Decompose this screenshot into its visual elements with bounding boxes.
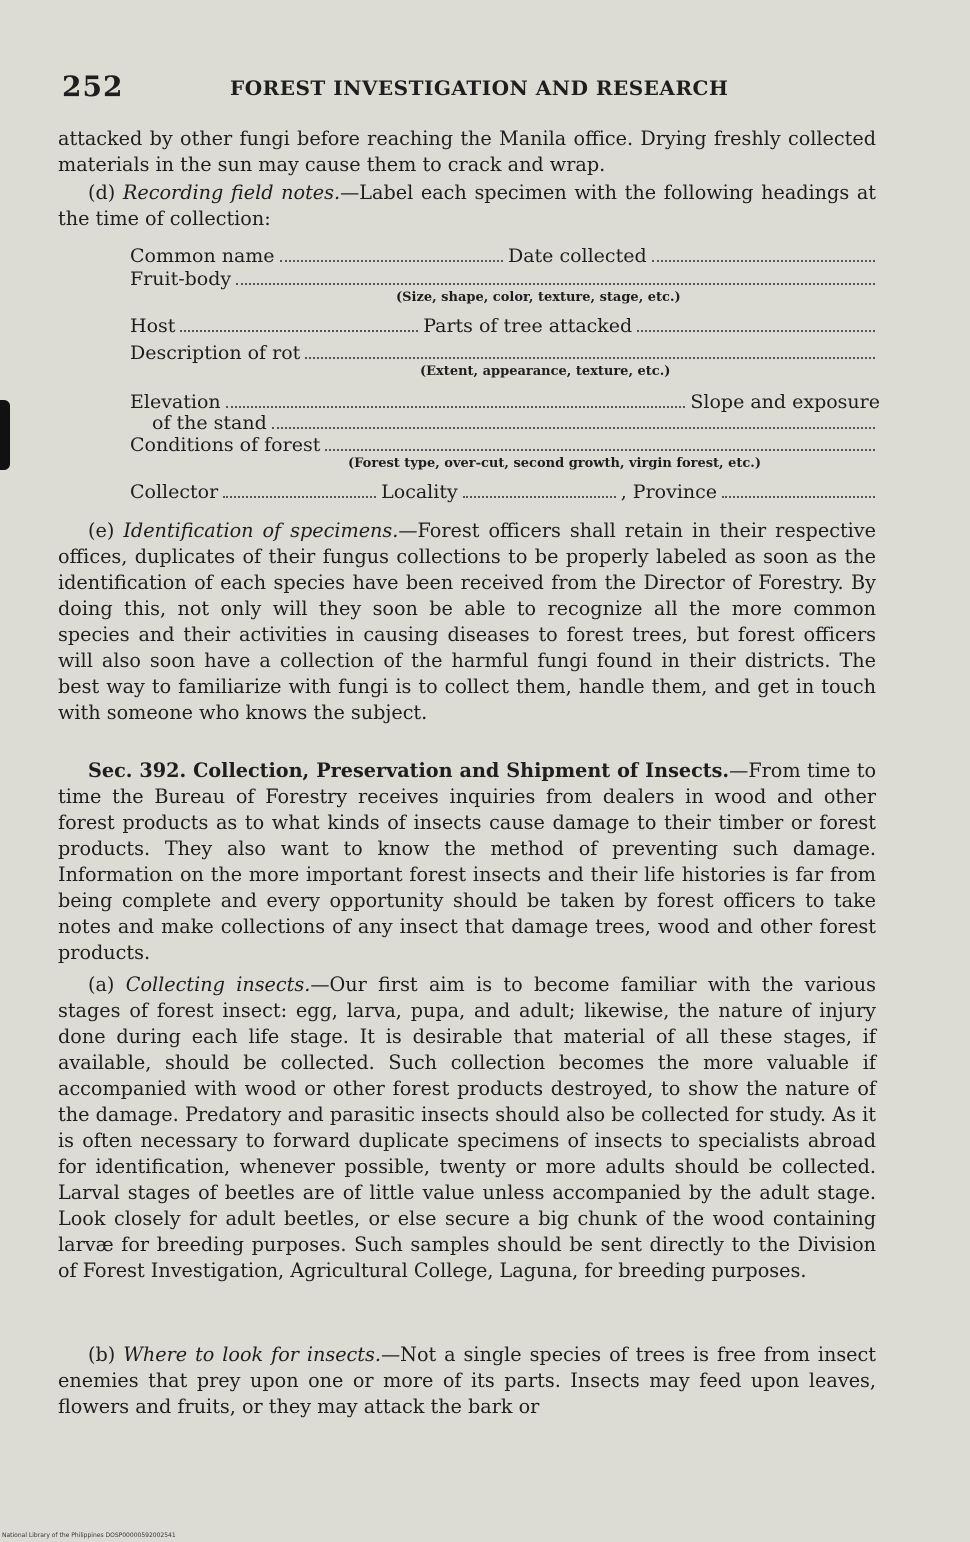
label-description-of-rot: Description of rot: [130, 342, 301, 364]
form-row-common-name: [130, 244, 880, 268]
paragraph-a: [58, 972, 876, 1284]
field-of-the-stand: [272, 411, 875, 429]
field-fruit-body: [236, 267, 875, 285]
field-collector: [223, 480, 376, 498]
field-locality: [463, 480, 616, 498]
form-row-description-of-rot: [130, 341, 880, 365]
field-elevation: [226, 390, 686, 408]
paragraph-a-heading: Collecting insects.: [125, 973, 311, 996]
label-common-name: Common name: [130, 245, 275, 267]
field-parts-attacked: [637, 314, 875, 332]
field-date-collected: [652, 244, 875, 262]
binding-shadow: [0, 400, 10, 470]
paragraph-a-text: —Our first aim is to become familiar with the various stages of forest insect: egg, larva, pupa, and adult; likewise, the nature of injury done during each life stage. It is desirable that material of all these stages, if available, should be collected. Such collection becomes the more valuable if accompanied with wood or other forest products destroyed, to show the nature of the damage. Predatory and parasitic insects should also be collected for study. As it is often necessary to forward duplicate specimens of insects to specialists abroad for identification, whenever possible, twenty or more adults should be collected. Larval stages of beetles are of little value unless accompanied by the adult stage. Look closely for adult beetles, or else secure a big chunk of the wood containing larvæ for breeding purposes. Such samples should be sent directly to the Division of Forest Investigation, Agricultural College, Laguna, for breeding purposes.: [58, 973, 877, 1282]
paragraph-e-label: (e): [88, 519, 124, 542]
label-date-collected: Date collected: [507, 245, 647, 267]
intro-paragraph: [58, 126, 876, 178]
form-row-fruit-body: [130, 267, 880, 291]
paragraph-b: [58, 1342, 876, 1420]
label-conditions: Conditions of forest: [130, 434, 321, 456]
page-header: [62, 68, 882, 108]
form-row-host: [130, 314, 880, 338]
section-392-heading: Sec. 392. Collection, Preservation and Shipment of Insects.: [88, 759, 730, 782]
paragraph-d-label: (d): [88, 181, 123, 204]
section-392: [58, 758, 876, 966]
form-row-collector: [130, 480, 880, 504]
scan-footer: National Library of the Philippines DOSP00000592002541: [2, 1532, 176, 1539]
running-title: FOREST INVESTIGATION AND RESEARCH: [230, 76, 729, 100]
hint-conditions: (Forest type, over-cut, second growth, virgin forest, etc.): [348, 456, 761, 471]
paragraph-d-text: —Label each specimen with the following headings at the time of collection:: [58, 181, 876, 230]
intro-text: attacked by other fungi before reaching the Manila office. Drying freshly collected materials in the sun may cause them to crack and wrap.: [58, 127, 876, 176]
label-elevation: Elevation: [130, 391, 221, 413]
hint-rot: (Extent, appearance, texture, etc.): [420, 364, 671, 379]
label-of-the-stand: of the stand: [152, 412, 267, 434]
paragraph-e: [58, 518, 876, 726]
label-parts-attacked: Parts of tree attacked: [423, 315, 633, 337]
field-description-of-rot: [305, 341, 875, 359]
field-province: [722, 480, 875, 498]
label-slope: Slope and exposure: [690, 391, 880, 413]
field-host: [180, 314, 418, 332]
label-locality: Locality: [381, 481, 458, 503]
paragraph-d-heading: Recording field notes.: [122, 181, 341, 204]
paragraph-e-heading: Identification of specimens.: [123, 519, 399, 542]
paragraph-a-label: (a): [88, 973, 126, 996]
form-row-of-the-stand: [152, 411, 880, 435]
paragraph-b-label: (b): [88, 1343, 124, 1366]
field-conditions: [325, 433, 875, 451]
page-number: 252: [62, 70, 124, 103]
paragraph-d: [58, 180, 876, 232]
field-common-name: [280, 244, 503, 262]
label-collector: Collector: [130, 481, 219, 503]
label-fruit-body: Fruit-body: [130, 268, 232, 290]
paragraph-b-heading: Where to look for insects.: [123, 1343, 381, 1366]
paragraph-b-text: —Not a single species of trees is free from insect enemies that prey upon one or more of its parts. Insects may feed upon leaves, flowers and fruits, or they may attack the bark or: [58, 1343, 876, 1418]
hint-fruit-body: (Size, shape, color, texture, stage, etc.): [396, 290, 681, 305]
section-392-text: —From time to time the Bureau of Forestry receives inquiries from dealers in wood and other forest products as to what kinds of insects cause damage to their timber or forest products. They also want to know the method of preventing such damage. Information on the more important forest insects and their life histories is far from being complete and every opportunity should be taken by forest officers to take notes and make collections of any insect that damage trees, wood and other forest products.: [58, 759, 876, 964]
paragraph-e-text: —Forest officers shall retain in their respective offices, duplicates of their fungus collections to be properly labeled as soon as the identification of each species have been received from the Director of Forestry. By doing this, not only will they soon be able to recognize all the more common species and their activities in causing diseases to forest trees, but forest officers will also soon have a collection of the harmful fungi found in their districts. The best way to familiarize with fungi is to collect them, handle them, and get in touch with someone who knows the subject.: [58, 519, 876, 724]
label-host: Host: [130, 315, 176, 337]
label-province: , Province: [620, 481, 718, 503]
form-row-conditions: [130, 433, 880, 457]
